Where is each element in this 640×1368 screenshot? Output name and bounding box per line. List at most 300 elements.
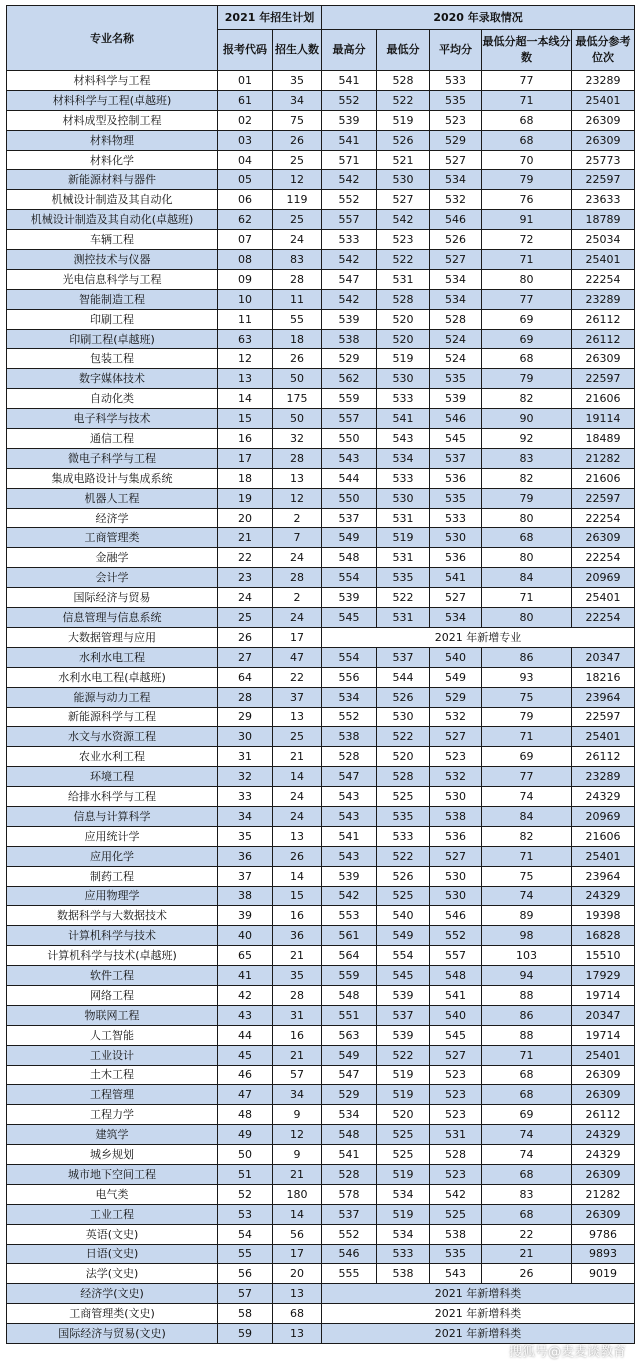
cell-over-line: 92: [482, 429, 572, 449]
cell-code: 41: [218, 966, 273, 986]
cell-min: 522: [377, 1045, 430, 1065]
cell-max: 548: [322, 1125, 377, 1145]
cell-over-line: 68: [482, 1065, 572, 1085]
table-row: [7, 468, 635, 488]
cell-rank: 18489: [572, 429, 635, 449]
cell-count: 24: [273, 548, 322, 568]
cell-avg: 541: [430, 985, 482, 1005]
cell-code: 26: [218, 627, 273, 647]
table-row: [7, 1105, 635, 1125]
cell-over-line: 88: [482, 985, 572, 1005]
cell-over-line: 84: [482, 806, 572, 826]
cell-code: 35: [218, 826, 273, 846]
table-row: [7, 250, 635, 270]
cell-max: 555: [322, 1264, 377, 1284]
cell-max: 541: [322, 71, 377, 91]
cell-avg: 539: [430, 389, 482, 409]
cell-over-line: 82: [482, 468, 572, 488]
cell-code: 17: [218, 448, 273, 468]
cell-count: 37: [273, 687, 322, 707]
cell-over-line: 89: [482, 906, 572, 926]
cell-count: 24: [273, 806, 322, 826]
cell-code: 32: [218, 767, 273, 787]
cell-rank: 23964: [572, 687, 635, 707]
cell-code: 31: [218, 747, 273, 767]
cell-avg: 530: [430, 886, 482, 906]
cell-rank: 26309: [572, 1085, 635, 1105]
cell-code: 27: [218, 647, 273, 667]
cell-major: 软件工程: [7, 966, 218, 986]
cell-major: 农业水利工程: [7, 747, 218, 767]
cell-rank: 25401: [572, 727, 635, 747]
cell-major: 城乡规划: [7, 1145, 218, 1165]
cell-max: 549: [322, 1045, 377, 1065]
cell-min: 530: [377, 488, 430, 508]
cell-count: 56: [273, 1224, 322, 1244]
cell-major: 印刷工程(卓越班): [7, 329, 218, 349]
cell-count: 2: [273, 508, 322, 528]
cell-rank: 26112: [572, 309, 635, 329]
cell-major: 日语(文史): [7, 1244, 218, 1264]
cell-major: 自动化类: [7, 389, 218, 409]
cell-code: 29: [218, 707, 273, 727]
cell-min: 525: [377, 787, 430, 807]
cell-max: 552: [322, 707, 377, 727]
cell-over-line: 80: [482, 508, 572, 528]
cell-max: 554: [322, 647, 377, 667]
cell-major: 给排水科学与工程: [7, 787, 218, 807]
cell-rank: 25401: [572, 588, 635, 608]
cell-count: 28: [273, 269, 322, 289]
cell-min: 522: [377, 727, 430, 747]
cell-major: 材料科学与工程(卓越班): [7, 90, 218, 110]
cell-count: 31: [273, 1005, 322, 1025]
cell-count: 28: [273, 985, 322, 1005]
cell-avg: 528: [430, 309, 482, 329]
cell-avg: 549: [430, 667, 482, 687]
cell-min: 554: [377, 946, 430, 966]
cell-count: 36: [273, 926, 322, 946]
cell-major: 能源与动力工程: [7, 687, 218, 707]
cell-max: 557: [322, 409, 377, 429]
cell-over-line: 79: [482, 170, 572, 190]
cell-over-line: 94: [482, 966, 572, 986]
table-row: [7, 787, 635, 807]
cell-code: 34: [218, 806, 273, 826]
cell-major: 网络工程: [7, 985, 218, 1005]
cell-code: 01: [218, 71, 273, 91]
cell-max: 529: [322, 1085, 377, 1105]
cell-rank: 26309: [572, 110, 635, 130]
cell-rank: 25401: [572, 846, 635, 866]
cell-code: 04: [218, 150, 273, 170]
cell-code: 12: [218, 349, 273, 369]
cell-code: 51: [218, 1164, 273, 1184]
header-major-name: 专业名称: [7, 6, 218, 71]
table-header: [7, 6, 635, 71]
cell-code: 49: [218, 1125, 273, 1145]
cell-max: 542: [322, 250, 377, 270]
cell-major: 水利水电工程(卓越班): [7, 667, 218, 687]
cell-major: 材料科学与工程: [7, 71, 218, 91]
cell-rank: 19714: [572, 1025, 635, 1045]
header-over-line: 最低分超一本线分数: [482, 30, 572, 71]
cell-over-line: 86: [482, 647, 572, 667]
cell-rank: 26112: [572, 747, 635, 767]
cell-count: 17: [273, 1244, 322, 1264]
cell-max: 539: [322, 588, 377, 608]
cell-max: 541: [322, 826, 377, 846]
cell-rank: 20969: [572, 568, 635, 588]
table-row: [7, 90, 635, 110]
cell-rank: 9786: [572, 1224, 635, 1244]
cell-count: 24: [273, 230, 322, 250]
cell-over-line: 71: [482, 588, 572, 608]
cell-avg: 525: [430, 1204, 482, 1224]
cell-count: 21: [273, 1045, 322, 1065]
cell-rank: 23289: [572, 289, 635, 309]
cell-over-line: 76: [482, 190, 572, 210]
cell-over-line: 86: [482, 1005, 572, 1025]
cell-min: 520: [377, 747, 430, 767]
cell-min: 519: [377, 110, 430, 130]
cell-over-line: 74: [482, 886, 572, 906]
cell-count: 22: [273, 667, 322, 687]
cell-max: 552: [322, 190, 377, 210]
cell-avg: 531: [430, 1125, 482, 1145]
cell-avg: 548: [430, 966, 482, 986]
cell-major: 包装工程: [7, 349, 218, 369]
cell-rank: 19114: [572, 409, 635, 429]
cell-avg: 530: [430, 528, 482, 548]
cell-code: 30: [218, 727, 273, 747]
cell-min: 530: [377, 369, 430, 389]
cell-avg: 545: [430, 1025, 482, 1045]
cell-code: 16: [218, 429, 273, 449]
table-row: [7, 409, 635, 429]
cell-major: 工业工程: [7, 1204, 218, 1224]
cell-major: 人工智能: [7, 1025, 218, 1045]
cell-avg: 523: [430, 1085, 482, 1105]
cell-rank: 26309: [572, 1204, 635, 1224]
cell-max: 542: [322, 886, 377, 906]
table-row: [7, 349, 635, 369]
cell-max: 538: [322, 727, 377, 747]
cell-count: 2: [273, 588, 322, 608]
cell-min: 522: [377, 90, 430, 110]
cell-code: 20: [218, 508, 273, 528]
cell-rank: 22254: [572, 548, 635, 568]
cell-code: 02: [218, 110, 273, 130]
cell-min: 531: [377, 548, 430, 568]
cell-min: 534: [377, 1224, 430, 1244]
cell-count: 28: [273, 568, 322, 588]
cell-over-line: 68: [482, 130, 572, 150]
cell-count: 25: [273, 210, 322, 230]
table-row: [7, 647, 635, 667]
cell-major: 工商管理类(文史): [7, 1304, 218, 1324]
cell-avg: 536: [430, 468, 482, 488]
cell-rank: 22597: [572, 488, 635, 508]
cell-avg: 529: [430, 130, 482, 150]
cell-major: 应用物理学: [7, 886, 218, 906]
cell-max: 538: [322, 329, 377, 349]
cell-major: 数据科学与大数据技术: [7, 906, 218, 926]
cell-count: 12: [273, 170, 322, 190]
cell-over-line: 71: [482, 846, 572, 866]
cell-over-line: 68: [482, 528, 572, 548]
cell-rank: 25034: [572, 230, 635, 250]
cell-count: 47: [273, 647, 322, 667]
cell-over-line: 75: [482, 866, 572, 886]
cell-avg: 527: [430, 150, 482, 170]
header-code: 报考代码: [218, 30, 273, 71]
cell-avg: 524: [430, 349, 482, 369]
cell-major: 微电子科学与工程: [7, 448, 218, 468]
cell-rank: 22597: [572, 707, 635, 727]
cell-major: 智能制造工程: [7, 289, 218, 309]
cell-max: 550: [322, 429, 377, 449]
cell-rank: 24329: [572, 886, 635, 906]
cell-over-line: 79: [482, 488, 572, 508]
cell-count: 57: [273, 1065, 322, 1085]
cell-count: 16: [273, 1025, 322, 1045]
cell-over-line: 98: [482, 926, 572, 946]
cell-major: 机器人工程: [7, 488, 218, 508]
cell-max: 547: [322, 1065, 377, 1085]
cell-rank: 22254: [572, 508, 635, 528]
cell-min: 533: [377, 826, 430, 846]
cell-count: 26: [273, 349, 322, 369]
cell-rank: 19714: [572, 985, 635, 1005]
cell-min: 541: [377, 409, 430, 429]
cell-code: 64: [218, 667, 273, 687]
cell-code: 40: [218, 926, 273, 946]
cell-major: 水利水电工程: [7, 647, 218, 667]
cell-over-line: 80: [482, 608, 572, 628]
cell-count: 16: [273, 906, 322, 926]
cell-min: 519: [377, 1204, 430, 1224]
cell-count: 34: [273, 1085, 322, 1105]
cell-min: 533: [377, 1244, 430, 1264]
cell-avg: 527: [430, 1045, 482, 1065]
cell-count: 13: [273, 707, 322, 727]
cell-rank: 23633: [572, 190, 635, 210]
cell-min: 528: [377, 71, 430, 91]
cell-count: 68: [273, 1304, 322, 1324]
table-row: [7, 488, 635, 508]
cell-max: 545: [322, 608, 377, 628]
cell-count: 14: [273, 767, 322, 787]
cell-avg: 532: [430, 767, 482, 787]
cell-code: 36: [218, 846, 273, 866]
table-row: [7, 1145, 635, 1165]
cell-code: 24: [218, 588, 273, 608]
table-row: [7, 826, 635, 846]
cell-over-line: 69: [482, 329, 572, 349]
cell-code: 13: [218, 369, 273, 389]
cell-code: 53: [218, 1204, 273, 1224]
cell-max: 541: [322, 130, 377, 150]
cell-min: 531: [377, 508, 430, 528]
header-avg-score: 平均分: [430, 30, 482, 71]
table-row: [7, 1224, 635, 1244]
cell-avg: 536: [430, 826, 482, 846]
cell-major: 土木工程: [7, 1065, 218, 1085]
cell-major: 工商管理类: [7, 528, 218, 548]
cell-code: 08: [218, 250, 273, 270]
cell-major: 经济学: [7, 508, 218, 528]
cell-major: 金融学: [7, 548, 218, 568]
cell-avg: 552: [430, 926, 482, 946]
cell-max: 547: [322, 767, 377, 787]
cell-max: 557: [322, 210, 377, 230]
cell-avg: 535: [430, 488, 482, 508]
cell-major: 测控技术与仪器: [7, 250, 218, 270]
cell-rank: 22597: [572, 170, 635, 190]
cell-rank: 22254: [572, 608, 635, 628]
cell-min: 531: [377, 608, 430, 628]
cell-min: 533: [377, 389, 430, 409]
table-row: [7, 985, 635, 1005]
cell-count: 13: [273, 468, 322, 488]
cell-rank: 26309: [572, 1065, 635, 1085]
cell-code: 11: [218, 309, 273, 329]
cell-max: 559: [322, 966, 377, 986]
cell-over-line: 68: [482, 1204, 572, 1224]
cell-avg: 533: [430, 71, 482, 91]
cell-code: 07: [218, 230, 273, 250]
table-row: [7, 1184, 635, 1204]
cell-count: 13: [273, 826, 322, 846]
cell-avg: 523: [430, 110, 482, 130]
cell-major: 印刷工程: [7, 309, 218, 329]
table-row: [7, 329, 635, 349]
cell-major: 会计学: [7, 568, 218, 588]
cell-rank: 18216: [572, 667, 635, 687]
cell-max: 561: [322, 926, 377, 946]
cell-rank: 21606: [572, 389, 635, 409]
cell-over-line: 26: [482, 1264, 572, 1284]
cell-code: 46: [218, 1065, 273, 1085]
cell-avg: 530: [430, 787, 482, 807]
header-admission-2020: 2020 年录取情况: [322, 6, 635, 30]
cell-max: 559: [322, 389, 377, 409]
cell-avg: 524: [430, 329, 482, 349]
cell-rank: 21282: [572, 1184, 635, 1204]
cell-major: 车辆工程: [7, 230, 218, 250]
cell-major: 电子科学与技术: [7, 409, 218, 429]
cell-code: 25: [218, 608, 273, 628]
cell-min: 538: [377, 1264, 430, 1284]
cell-min: 528: [377, 767, 430, 787]
cell-count: 175: [273, 389, 322, 409]
cell-min: 528: [377, 289, 430, 309]
cell-over-line: 71: [482, 90, 572, 110]
cell-avg: 545: [430, 429, 482, 449]
cell-max: 543: [322, 846, 377, 866]
cell-rank: 20969: [572, 806, 635, 826]
table-row: [7, 269, 635, 289]
cell-max: 529: [322, 349, 377, 369]
cell-count: 180: [273, 1184, 322, 1204]
cell-avg: 527: [430, 727, 482, 747]
cell-min: 519: [377, 1065, 430, 1085]
cell-note: 2021 年新增专业: [322, 627, 635, 647]
cell-max: 556: [322, 667, 377, 687]
cell-major: 信息管理与信息系统: [7, 608, 218, 628]
table-row: [7, 608, 635, 628]
table-row: [7, 747, 635, 767]
cell-max: 552: [322, 1224, 377, 1244]
cell-avg: 541: [430, 568, 482, 588]
cell-max: 534: [322, 687, 377, 707]
cell-count: 119: [273, 190, 322, 210]
table-row: [7, 906, 635, 926]
cell-code: 39: [218, 906, 273, 926]
cell-count: 25: [273, 727, 322, 747]
cell-count: 24: [273, 787, 322, 807]
cell-count: 14: [273, 1204, 322, 1224]
cell-over-line: 74: [482, 1125, 572, 1145]
table-row: [7, 707, 635, 727]
cell-max: 554: [322, 568, 377, 588]
cell-code: 56: [218, 1264, 273, 1284]
cell-avg: 546: [430, 409, 482, 429]
cell-count: 13: [273, 1324, 322, 1344]
cell-count: 18: [273, 329, 322, 349]
cell-avg: 530: [430, 866, 482, 886]
cell-over-line: 74: [482, 787, 572, 807]
cell-min: 519: [377, 349, 430, 369]
cell-major: 新能源科学与工程: [7, 707, 218, 727]
cell-count: 55: [273, 309, 322, 329]
cell-major: 信息与计算科学: [7, 806, 218, 826]
cell-major: 数字媒体技术: [7, 369, 218, 389]
cell-count: 75: [273, 110, 322, 130]
cell-code: 43: [218, 1005, 273, 1025]
table-row: [7, 1085, 635, 1105]
cell-over-line: 69: [482, 309, 572, 329]
cell-over-line: 77: [482, 289, 572, 309]
cell-max: 543: [322, 806, 377, 826]
cell-avg: 532: [430, 707, 482, 727]
table-row: [7, 1005, 635, 1025]
cell-avg: 535: [430, 1244, 482, 1264]
cell-avg: 527: [430, 588, 482, 608]
table-row: [7, 110, 635, 130]
cell-min: 522: [377, 250, 430, 270]
cell-rank: 25401: [572, 90, 635, 110]
cell-min: 549: [377, 926, 430, 946]
cell-major: 机械设计制造及其自动化(卓越班): [7, 210, 218, 230]
table-row: [7, 389, 635, 409]
cell-code: 14: [218, 389, 273, 409]
table-row: [7, 230, 635, 250]
cell-count: 15: [273, 886, 322, 906]
watermark: 搜狐号@麦麦谈教育: [508, 1345, 626, 1360]
table-row: [7, 448, 635, 468]
cell-major: 应用统计学: [7, 826, 218, 846]
cell-avg: 538: [430, 1224, 482, 1244]
cell-count: 21: [273, 1164, 322, 1184]
cell-rank: 25401: [572, 250, 635, 270]
cell-avg: 532: [430, 190, 482, 210]
cell-rank: 17929: [572, 966, 635, 986]
cell-over-line: 84: [482, 568, 572, 588]
table-row: [7, 1125, 635, 1145]
header-count: 招生人数: [273, 30, 322, 71]
